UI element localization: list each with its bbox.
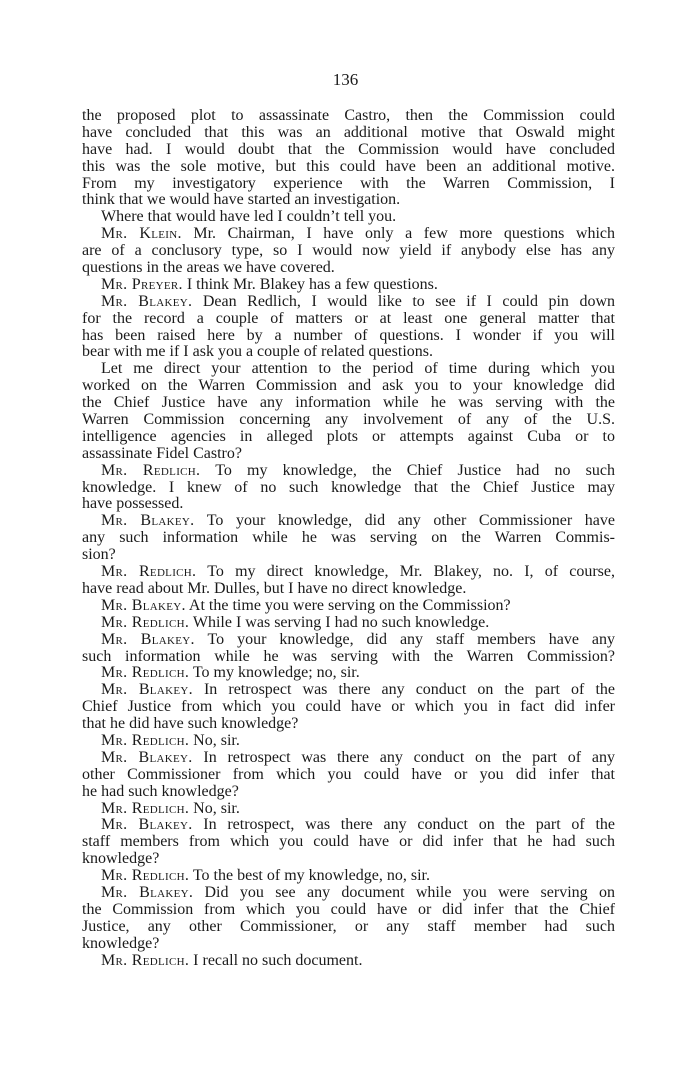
text-line	[82, 463, 615, 480]
text-line	[82, 801, 615, 818]
speaker-name: Mr. Preyer.	[101, 275, 183, 293]
line-text: assassinate Fidel Castro?	[82, 444, 242, 462]
page-number: 136	[332, 70, 359, 89]
text-line	[82, 547, 615, 564]
line-text: To your knowledge, did any staff members have any	[194, 630, 615, 648]
line-text: have had. I would doubt that the Commission would have concluded	[82, 140, 615, 158]
speaker-name: Mr. Blakey.	[101, 630, 195, 648]
text-line	[82, 395, 615, 412]
speaker-name: Mr. Blakey.	[101, 883, 194, 901]
text-line	[82, 226, 615, 243]
line-text: From my investigatory experience with the Warren Commission, I	[82, 174, 615, 192]
text-line	[82, 834, 615, 851]
speaker-name: Mr. Blakey.	[101, 596, 186, 614]
text-line	[82, 632, 615, 649]
text-line	[82, 649, 615, 666]
line-text: staff members from which you could have or did infer that he had such	[82, 833, 615, 851]
text-line	[82, 294, 615, 311]
text-line	[82, 159, 615, 176]
line-text: are of a conclusory type, so I would now yield if anybody else has any	[82, 242, 615, 260]
text-line	[82, 125, 615, 142]
line-text: have possessed.	[82, 495, 184, 513]
text-line	[82, 851, 615, 868]
text-line	[82, 784, 615, 801]
text-line	[82, 142, 615, 159]
line-text: sion?	[82, 546, 116, 564]
text-line	[82, 429, 615, 446]
line-text: No, sir.	[189, 799, 240, 817]
line-text: Warren Commission concerning any involvement of any of the U.S.	[82, 411, 615, 429]
text-line	[82, 682, 615, 699]
line-text: he had such knowledge?	[82, 782, 239, 800]
line-text: Mr. Chairman, I have only a few more questions which	[181, 225, 615, 243]
line-text: this was the sole motive, but this could have been an additional motive.	[82, 157, 615, 175]
speaker-name: Mr. Blakey.	[101, 816, 193, 834]
line-text: other Commissioner from which you could have or you did infer that	[82, 765, 615, 783]
line-text: questions in the areas we have covered.	[82, 259, 335, 277]
speaker-name: Mr. Blakey.	[101, 748, 193, 766]
line-text: worked on the Warren Commission and ask you to your knowledge did	[82, 377, 615, 395]
line-text: have concluded that this was an additional motive that Oswald might	[82, 123, 615, 141]
line-text: Where that would have led I couldn’t tell you.	[101, 208, 397, 226]
line-text: have read about Mr. Dulles, but I have no direct knowledge.	[82, 579, 467, 597]
line-text: In retrospect, was there any conduct on the part of the	[192, 816, 615, 834]
text-line	[82, 767, 615, 784]
line-text: At the time you were serving on the Commission?	[185, 596, 511, 614]
speaker-name: Mr. Redlich.	[101, 951, 190, 969]
text-line	[82, 209, 615, 226]
text-line	[82, 192, 615, 209]
speaker-name: Mr. Redlich.	[101, 461, 201, 479]
text-line	[82, 919, 615, 936]
text-line	[82, 243, 615, 260]
line-text: any such information while he was serving on the Warren Commis-	[82, 529, 615, 547]
text-line	[82, 953, 615, 970]
line-text: While I was serving I had no such knowledge.	[189, 613, 490, 631]
line-text: the Commission from which you could have or did infer that the Chief	[82, 900, 615, 918]
line-text: for the record a couple of matters or at least one general matter that	[82, 309, 615, 327]
text-line	[82, 480, 615, 497]
speaker-name: Mr. Klein.	[101, 225, 182, 243]
text-line	[82, 665, 615, 682]
text-line	[82, 176, 615, 193]
line-text: To my knowledge; no, sir.	[189, 664, 360, 682]
text-line	[82, 328, 615, 345]
line-text: Chief Justice from which you could have or which you in fact did infer	[82, 698, 615, 716]
line-text: To my knowledge, the Chief Justice had no such	[200, 461, 615, 479]
line-text: the proposed plot to assassinate Castro, then the Commission could	[82, 107, 615, 124]
text-line	[82, 446, 615, 463]
line-text: that he did have such knowledge?	[82, 715, 299, 733]
line-text: Justice, any other Commissioner, or any staff member had such	[82, 917, 615, 935]
text-line	[82, 361, 615, 378]
text-line	[82, 936, 615, 953]
text-line	[82, 716, 615, 733]
text-line	[82, 496, 615, 513]
speaker-name: Mr. Redlich.	[101, 867, 190, 885]
speaker-name: Mr. Blakey.	[101, 512, 195, 530]
line-text: In retrospect was there any conduct on the part of the	[192, 681, 616, 699]
line-text: To the best of my knowledge, no, sir.	[189, 867, 430, 885]
text-line	[82, 615, 615, 632]
line-text: such information while he was serving with the Warren Commission?	[82, 647, 615, 665]
speaker-name: Mr. Redlich.	[101, 563, 197, 581]
line-text: knowledge?	[82, 850, 160, 868]
line-text: In retrospect was there any conduct on the part of any	[192, 748, 615, 766]
text-line	[82, 699, 615, 716]
line-text: has been raised here by a number of questions. I wonder if you will	[82, 326, 615, 344]
line-text: I recall no such document.	[189, 951, 363, 969]
text-line	[82, 311, 615, 328]
line-text: Did you see any document while you were serving on	[193, 883, 615, 901]
line-text: I think Mr. Blakey has a few questions.	[182, 275, 438, 293]
line-text: bear with me if I ask you a couple of related questions.	[82, 343, 433, 361]
text-line	[82, 260, 615, 277]
line-text: the Chief Justice have any information while he was serving with the	[82, 394, 615, 412]
line-text: Let me direct your attention to the period of time during which you	[101, 360, 615, 378]
line-text: think that we would have started an investigation.	[82, 191, 401, 209]
text-line	[82, 530, 615, 547]
text-line	[82, 885, 615, 902]
text-line	[82, 277, 615, 294]
speaker-name: Mr. Blakey.	[101, 292, 193, 310]
text-line	[82, 108, 615, 125]
text-line	[82, 868, 615, 885]
line-text: No, sir.	[189, 731, 240, 749]
speaker-name: Mr. Blakey.	[101, 681, 193, 699]
text-line	[82, 733, 615, 750]
speaker-name: Mr. Redlich.	[101, 731, 190, 749]
text-line	[82, 598, 615, 615]
speaker-name: Mr. Redlich.	[101, 799, 190, 817]
testimony-text	[82, 108, 615, 969]
text-line	[82, 902, 615, 919]
text-line	[82, 581, 615, 598]
text-line	[82, 412, 615, 429]
text-line	[82, 378, 615, 395]
text-line	[82, 750, 615, 767]
line-text: Dean Redlich, I would like to see if I could pin down	[192, 292, 615, 310]
text-line	[82, 344, 615, 361]
line-text: To your knowledge, did any other Commissioner have	[194, 512, 616, 530]
line-text: intelligence agencies in alleged plots or attempts against Cuba or to	[82, 427, 615, 445]
text-line	[82, 564, 615, 581]
speaker-name: Mr. Redlich.	[101, 613, 190, 631]
text-line	[82, 513, 615, 530]
line-text: To my direct knowledge, Mr. Blakey, no. I, of course,	[196, 563, 615, 581]
line-text: knowledge. I knew of no such knowledge that the Chief Justice may	[82, 478, 615, 496]
text-line	[82, 817, 615, 834]
line-text: knowledge?	[82, 934, 160, 952]
speaker-name: Mr. Redlich.	[101, 664, 190, 682]
